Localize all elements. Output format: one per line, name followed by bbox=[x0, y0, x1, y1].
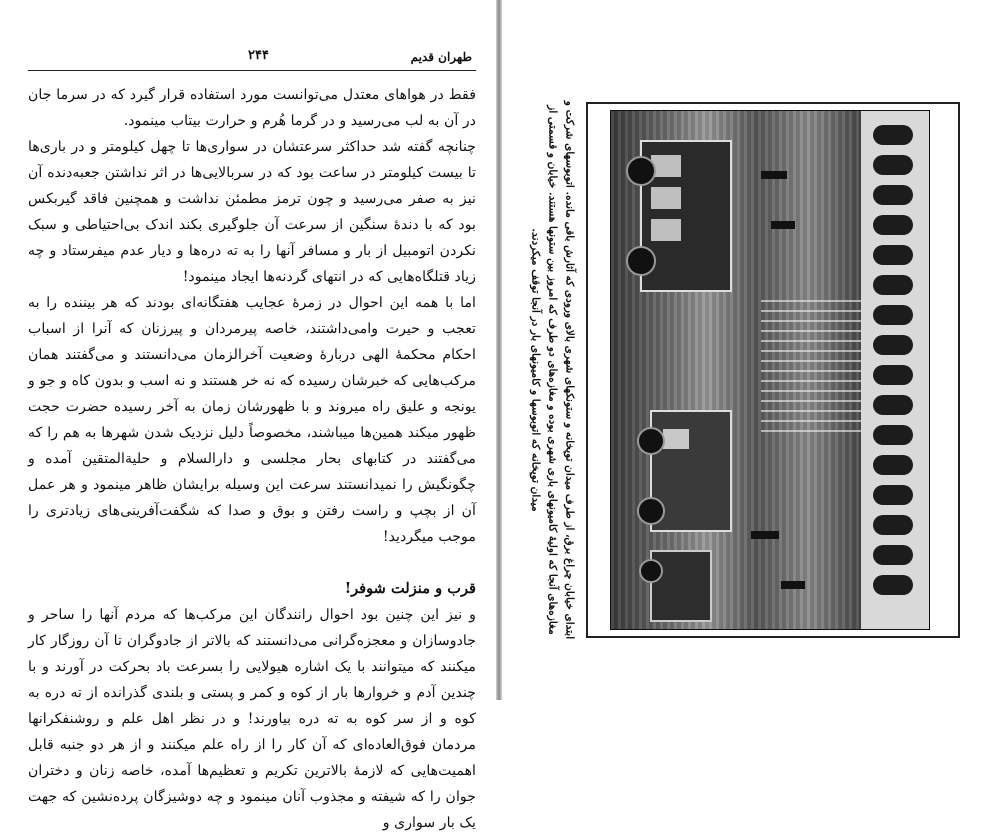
paragraph-3: اما با همه این احوال در زمرهٔ عجایب هفتگانه‌ای بودند که هر بیننده را به تعجب و حیرت وامی‌داشتند، خاصه پیرمردان و پیرزنان که آنرا از اسباب احکام محکمهٔ الهی دربارهٔ وضعیت آخرالزمان می‌دانستند و می‌گفتند همان مرکب‌هایی که خبرشان رسیده که نه خر هستند و نه اسب و بدون کاه و جو و یونجه و علیق راه میروند و با ظهورشان زمان به آخر رسیده حضرت حجت ظهور میکند همین‌ها میباشند، مخصوصاً دلیل نزدیک شدن شهرها به هم را که می‌گفتند در کتابهای بحار مجلسی و دارالسلام و حلیةالمتقین آمده و چگونگیش را نمیدانستند سرعت این وسیله برایشان ظاهر مینمود و هر عمل آن از بچپ و راست رفتن و بوق و صدا که شگفت‌آفرینی‌های زیادتری را موجب میگردید! bbox=[28, 295, 476, 545]
pedestrians bbox=[751, 171, 805, 589]
running-head bbox=[28, 44, 476, 71]
body-text bbox=[28, 82, 476, 836]
vintage-truck bbox=[638, 411, 731, 531]
figure-caption: ابتدای خیابان چراغ برق، از طرف میدان توپخانه و ستونکهای شهری بالای ورودی که آثارش باقی مانده. اتوبوسهای شرکت و مغازه‌های آنجا که اولیهٔ کامیونهای باری شهری بوده و مغازه‌های دو طرف که امروز بین ستونها هستند. خیابان و قسمتی از میدان توپخانه که اتوبوسها و کامیونهای بار در آنجا توقف میکردند. bbox=[529, 100, 576, 640]
section-heading: قرب و منزلت شوفر! bbox=[344, 580, 476, 597]
vintage-car bbox=[640, 551, 711, 621]
page-number: ۲۴۴ bbox=[248, 48, 269, 63]
paragraph-1: فقط در هواهای معتدل می‌توانست مورد استفاده قرار گیرد که در سرما جان در آن به لب می‌رسید و در گرما هُرم و حرارت بیتاب مینمود. bbox=[28, 87, 476, 129]
left-page bbox=[0, 0, 496, 831]
historic-street-photo bbox=[610, 110, 930, 630]
section-paragraph: و نیز این چنین بود احوال رانندگان این مرکب‌ها که مردم آنها را ساحر و جادوسازان و معجزه‌گرانی می‌دانستند که بالاتر از جادوگران تا آن روزگار کار میکنند که میتوانند با یک اشاره هیولایی را بسرعت باد بحرکت در آورند و با چندین آدم و خروارها بار از کوه و کمر و پستی و بلندی گذرانده از ته دره به کوه و از سر کوه به ته دره بیاورند! و در نظر اهل علم و روشنفکرانها مردمان فوق‌العاده‌ای که آن کار را از راه علم میکنند و از هر دو جنبه قابل اهمیت‌هایی که لازمهٔ بالاترین تکریم و تعظیم‌ها آمده، خاصه زنان و دختران جوان را که شیفته و مجذوب آنان مینمود و چه دوشیزگان پرده‌نشین که جهت یک بار سواری و bbox=[28, 607, 476, 831]
paragraph-2: چنانچه گفته شد حداکثر سرعتشان در سواری‌ها تا چهل کیلومتر و در باری‌ها تا بیست کیلومتر در ساعت بود که در سربالایی‌ها در اثر نداشتن جعبه‌دنده آن نیز به صفر می‌رسید و چون ترمز مطمئن نداشت و همچنین فاقد گیربکس بود که با دندهٔ سنگین از سرعت آن جلوگیری بکند اندک بی‌احتیاطی و سبک نکردن اتومبیل از بار و مسافر آنها را به ته دره‌ها و دیار عدم میفرستاد و چه زیاد قتلگاه‌هایی که در انتهای گردنه‌ها ایجاد مینمود! bbox=[28, 139, 476, 285]
running-head-title: طهران قدیم bbox=[410, 50, 472, 64]
figure-caption-area bbox=[526, 100, 578, 640]
iron-gate bbox=[761, 301, 861, 431]
figure-frame bbox=[586, 102, 960, 638]
vintage-bus bbox=[627, 141, 731, 291]
photo-illustration bbox=[611, 111, 929, 629]
right-page bbox=[502, 0, 996, 700]
